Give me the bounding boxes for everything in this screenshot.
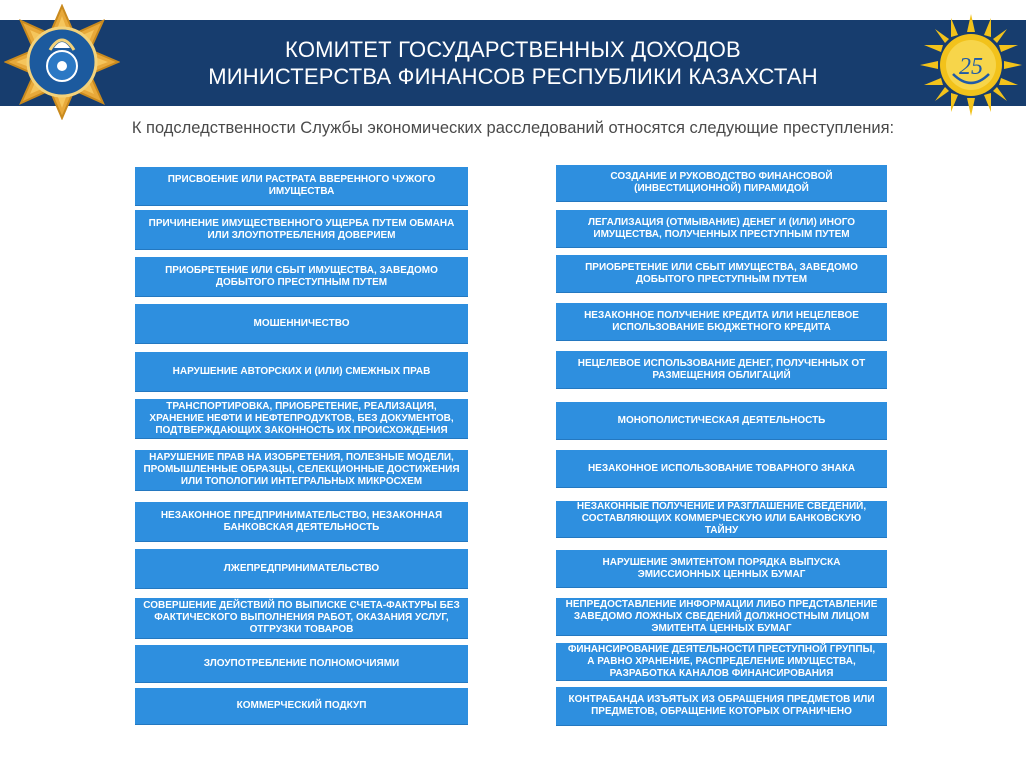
crime-item-right-3: ПРИОБРЕТЕНИЕ ИЛИ СБЫТ ИМУЩЕСТВА, ЗАВЕДОМО ДОБЫТОГО ПРЕСТУПНЫМ ПУТЕМ <box>556 255 887 293</box>
crime-item-right-11: ФИНАНСИРОВАНИЕ ДЕЯТЕЛЬНОСТИ ПРЕСТУПНОЙ ГРУППЫ, А РАВНО ХРАНЕНИЕ, РАСПРЕДЕЛЕНИЕ ИМУЩЕСТВА, РАЗРАБОТКА КАНАЛОВ ФИНАНСИРОВАНИЯ <box>556 643 887 681</box>
crime-item-right-12: КОНТРАБАНДА ИЗЪЯТЫХ ИЗ ОБРАЩЕНИЯ ПРЕДМЕТОВ ИЛИ ПРЕДМЕТОВ, ОБРАЩЕНИЕ КОТОРЫХ ОГРАНИЧЕНО <box>556 687 887 726</box>
crime-item-left-2: ПРИЧИНЕНИЕ ИМУЩЕСТВЕННОГО УЩЕРБА ПУТЕМ ОБМАНА ИЛИ ЗЛОУПОТРЕБЛЕНИЯ ДОВЕРИЕМ <box>135 210 468 250</box>
crime-item-right-9: НАРУШЕНИЕ ЭМИТЕНТОМ ПОРЯДКА ВЫПУСКА ЭМИССИОННЫХ ЦЕННЫХ БУМАГ <box>556 550 887 588</box>
title-line-2: МИНИСТЕРСТВА ФИНАНСОВ РЕСПУБЛИКИ КАЗАХСТАН <box>208 64 818 89</box>
crime-item-right-4: НЕЗАКОННОЕ ПОЛУЧЕНИЕ КРЕДИТА ИЛИ НЕЦЕЛЕВОЕ ИСПОЛЬЗОВАНИЕ БЮДЖЕТНОГО КРЕДИТА <box>556 303 887 341</box>
crime-item-right-6: МОНОПОЛИСТИЧЕСКАЯ ДЕЯТЕЛЬНОСТЬ <box>556 402 887 440</box>
page-title <box>0 20 1026 106</box>
crime-item-left-12: КОММЕРЧЕСКИЙ ПОДКУП <box>135 688 468 725</box>
crime-item-left-6: ТРАНСПОРТИРОВКА, ПРИОБРЕТЕНИЕ, РЕАЛИЗАЦИЯ, ХРАНЕНИЕ НЕФТИ И НЕФТЕПРОДУКТОВ, БЕЗ ДОКУМЕНТОВ, ПОДТВЕРЖДАЮЩИХ ЗАКОННОСТЬ ИХ ПРОИСХОЖДЕНИЯ <box>135 399 468 439</box>
anniversary-number: 25 <box>959 54 983 80</box>
crime-item-left-8: НЕЗАКОННОЕ ПРЕДПРИНИМАТЕЛЬСТВО, НЕЗАКОННАЯ БАНКОВСКАЯ ДЕЯТЕЛЬНОСТЬ <box>135 502 468 542</box>
crime-item-left-10: СОВЕРШЕНИЕ ДЕЙСТВИЙ ПО ВЫПИСКЕ СЧЕТА-ФАКТУРЫ БЕЗ ФАКТИЧЕСКОГО ВЫПОЛНЕНИЯ РАБОТ, ОКАЗАНИЯ УСЛУГ, ОТГРУЗКИ ТОВАРОВ <box>135 598 468 639</box>
crime-item-right-5: НЕЦЕЛЕВОЕ ИСПОЛЬЗОВАНИЕ ДЕНЕГ, ПОЛУЧЕННЫХ ОТ РАЗМЕЩЕНИЯ ОБЛИГАЦИЙ <box>556 351 887 389</box>
section-subtitle: К подследственности Службы экономических расследований относятся следующие преступления: <box>131 119 895 137</box>
header-bar <box>0 20 1026 106</box>
crime-item-left-5: НАРУШЕНИЕ АВТОРСКИХ И (ИЛИ) СМЕЖНЫХ ПРАВ <box>135 352 468 392</box>
crime-item-right-1: СОЗДАНИЕ И РУКОВОДСТВО ФИНАНСОВОЙ (ИНВЕСТИЦИОННОЙ) ПИРАМИДОЙ <box>556 165 887 202</box>
crime-item-left-4: МОШЕННИЧЕСТВО <box>135 304 468 344</box>
state-revenue-committee-emblem-icon <box>4 4 120 120</box>
title-line-1: КОМИТЕТ ГОСУДАРСТВЕННЫХ ДОХОДОВ <box>285 37 741 62</box>
kazakhstan-25-years-emblem-icon <box>918 12 1024 118</box>
crime-item-left-9: ЛЖЕПРЕДПРИНИМАТЕЛЬСТВО <box>135 549 468 589</box>
crime-item-right-2: ЛЕГАЛИЗАЦИЯ (ОТМЫВАНИЕ) ДЕНЕГ И (ИЛИ) ИНОГО ИМУЩЕСТВА, ПОЛУЧЕННЫХ ПРЕСТУПНЫМ ПУТЕМ <box>556 210 887 248</box>
crime-item-left-1: ПРИСВОЕНИЕ ИЛИ РАСТРАТА ВВЕРЕННОГО ЧУЖОГО ИМУЩЕСТВА <box>135 167 468 206</box>
crime-item-right-10: НЕПРЕДОСТАВЛЕНИЕ ИНФОРМАЦИИ ЛИБО ПРЕДСТАВЛЕНИЕ ЗАВЕДОМО ЛОЖНЫХ СВЕДЕНИЙ ДОЛЖНОСТНЫМ ЛИЦОМ ЭМИТЕНТА ЦЕННЫХ БУМАГ <box>556 598 887 636</box>
crime-item-left-11: ЗЛОУПОТРЕБЛЕНИЕ ПОЛНОМОЧИЯМИ <box>135 645 468 683</box>
crime-item-right-8: НЕЗАКОННЫЕ ПОЛУЧЕНИЕ И РАЗГЛАШЕНИЕ СВЕДЕНИЙ, СОСТАВЛЯЮЩИХ КОММЕРЧЕСКУЮ ИЛИ БАНКОВСКУЮ ТАЙНУ <box>556 501 887 538</box>
crime-item-right-7: НЕЗАКОННОЕ ИСПОЛЬЗОВАНИЕ ТОВАРНОГО ЗНАКА <box>556 450 887 488</box>
crime-item-left-3: ПРИОБРЕТЕНИЕ ИЛИ СБЫТ ИМУЩЕСТВА, ЗАВЕДОМО ДОБЫТОГО ПРЕСТУПНЫМ ПУТЕМ <box>135 257 468 297</box>
crime-item-left-7: НАРУШЕНИЕ ПРАВ НА ИЗОБРЕТЕНИЯ, ПОЛЕЗНЫЕ МОДЕЛИ, ПРОМЫШЛЕННЫЕ ОБРАЗЦЫ, СЕЛЕКЦИОННЫЕ ДОСТИЖЕНИЯ ИЛИ ТОПОЛОГИИ ИНТЕГРАЛЬНЫХ МИКРОСХЕМ <box>135 450 468 491</box>
